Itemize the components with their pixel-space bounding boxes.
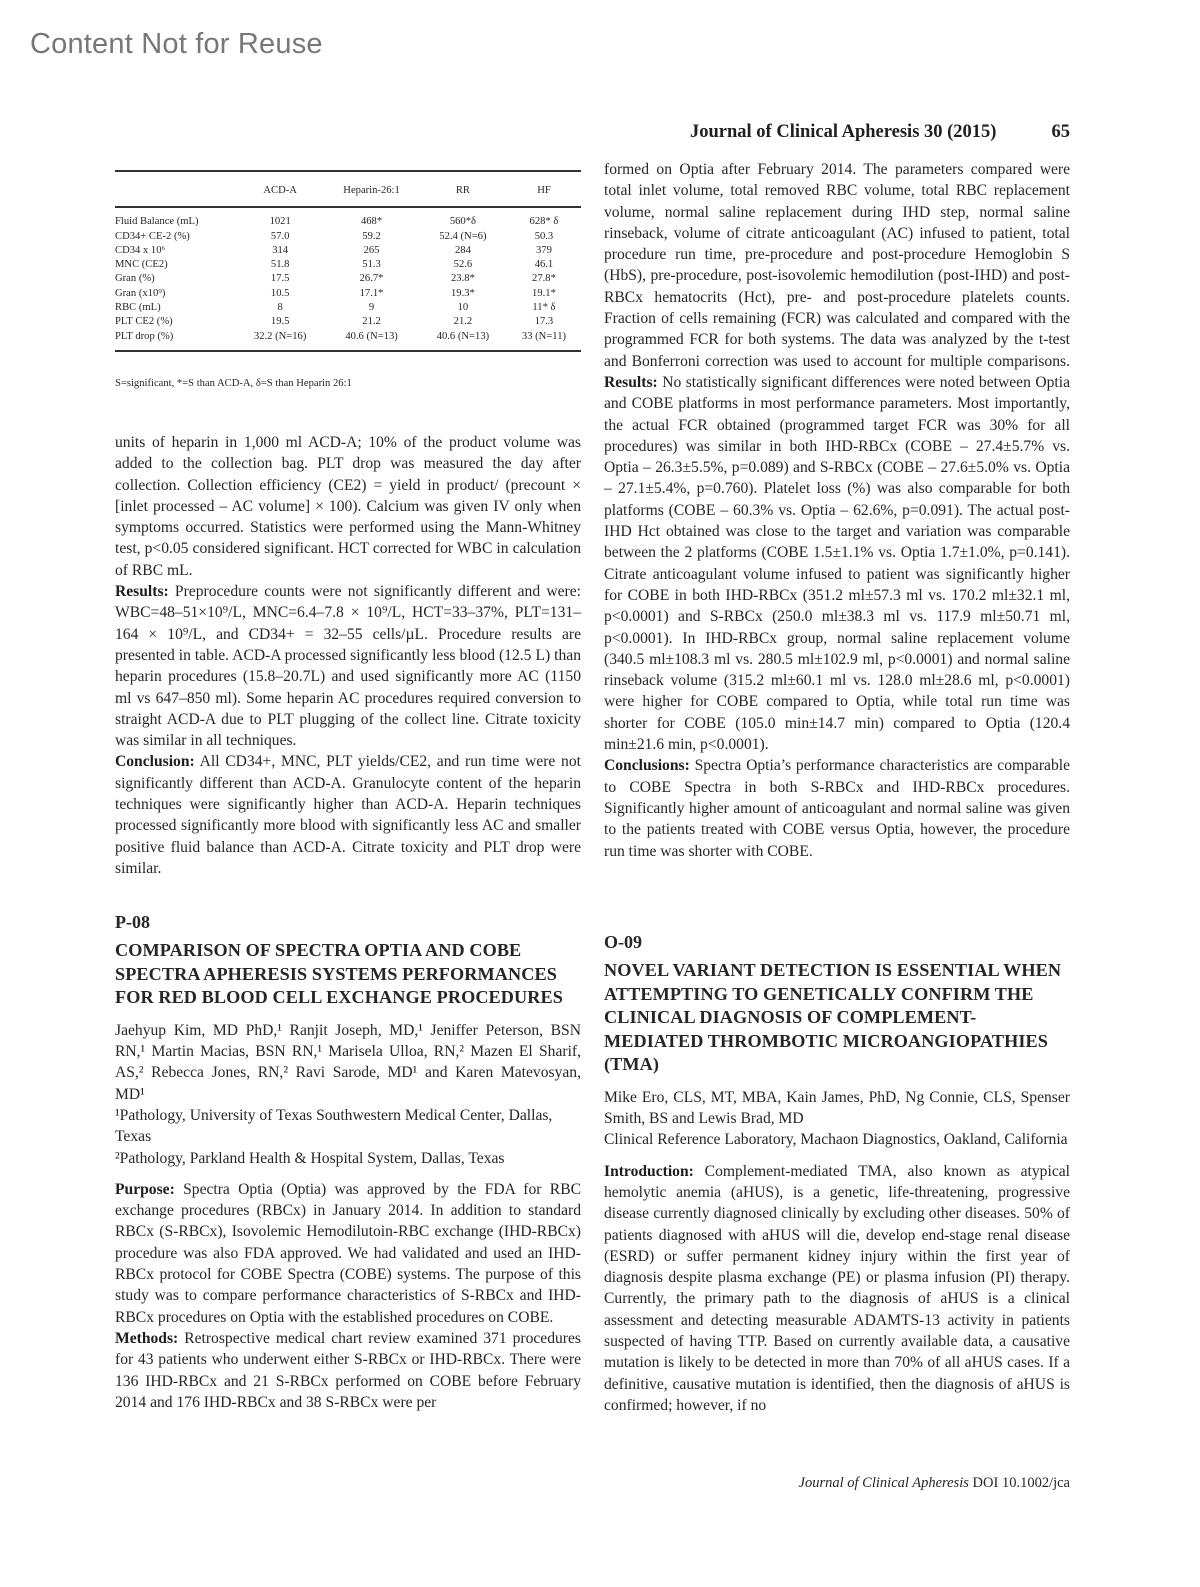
row-label: CD34+ CE-2 (%)	[115, 230, 190, 242]
table-cell: 284	[454, 244, 471, 256]
table-row	[115, 230, 581, 244]
table-cell: 27.8*	[532, 273, 556, 285]
table-row	[115, 258, 581, 272]
table-header	[115, 172, 236, 207]
table-cell: 51.3	[362, 259, 381, 271]
abstract-id: P-08	[115, 912, 150, 932]
table-row	[115, 330, 581, 351]
conclusions-text: Spectra Optia’s performance characteristics are comparable to COBE Spectra in both S-RBCx and IHD-RBCx procedures. Significantly higher amount of anticoagulant and normal saline was given to the patients treated with COBE versus Optia, however, the procedure run time was shorter with COBE.	[604, 757, 1070, 860]
conclusion-text: All CD34+, MNC, PLT yields/CE2, and run time were not significantly different than ACD-A. Granulocyte content of the heparin techniques were significantly higher than ACD-A. Heparin techniques processed significantly more blood with significantly less AC and smaller positive fluid balance than ACD-A. Citrate toxicity and PLT drop were similar.	[115, 753, 581, 877]
abstract-o09	[604, 932, 1070, 1416]
results-label: Results:	[115, 583, 169, 601]
table-cell: 50.3	[534, 230, 554, 242]
row-label: PLT drop (%)	[115, 330, 236, 351]
table-cell: 21.2	[362, 316, 381, 328]
table-cell: 40.6 (N=13)	[324, 330, 419, 351]
journal-title: Journal of Clinical Apheresis 30 (2015)	[690, 122, 997, 142]
table-cell: 10	[457, 302, 469, 314]
table-cell: 46.1	[534, 259, 554, 271]
row-label: MNC (CE2)	[115, 259, 168, 271]
table-cell: 21.2	[453, 316, 473, 328]
previous-abstract-methods: units of heparin in 1,000 ml ACD-A; 10% of the product volume was added to the collection bag. PLT drop was measured the day after collection. Collection efficiency (CE2) = yield in product/ (precount × [inlet processed – AC volume] × 100). Calcium was given IV only when symptoms occurred. Statistics were performed using the Mann-Whitney test, p<0.05 considered significant. HCT corrected for WBC in calculation of RBC mL.	[115, 434, 581, 579]
table-cell: 59.2	[362, 230, 381, 242]
table-header-row	[115, 172, 581, 207]
page-footer	[799, 1475, 1070, 1492]
table-row	[115, 301, 581, 315]
results-table	[115, 170, 581, 352]
table-cell: 19.3*	[451, 287, 475, 299]
table-cell: 265	[363, 244, 380, 256]
conclusions-paragraph	[604, 755, 1070, 861]
methods-paragraph	[115, 1328, 581, 1413]
methods-continued	[604, 159, 1070, 755]
row-label: CD34 x 10⁶	[115, 244, 166, 256]
table-row	[115, 315, 581, 329]
previous-abstract-conclusion	[115, 751, 581, 879]
table-cell: 51.8	[270, 259, 290, 271]
table-cell: 17.5	[270, 273, 290, 285]
table-header: HF	[507, 172, 581, 207]
results-text: No statistically significant differences were noted between Optia and COBE platforms in most performance parameters. Most importantly, the actual FCR obtained (programmed target FCR was 30% for all procedures) was similar in both IHD-RBCx (COBE – 27.4±5.7% vs. Optia – 26.3±5.5%, p=0.089) and S-RBCx (COBE – 27.6±5.0% vs. Optia – 27.1±5.4%, p=0.760). Platelet loss (%) was also comparable for both platforms (COBE – 60.3% vs. Optia – 62.6%, p=0.091). The actual post-IHD Hct obtained was close to the target and variation was comparable between the 2 platforms (COBE 1.5±1.1% vs. Optia 1.7±1.0%, p=0.141). Citrate anticoagulant volume infused to patient was significantly higher for COBE in both IHD-RBCx (351.2 ml±57.3 ml vs. 170.2 ml±32.1 ml, p<0.0001) and S-RBCx (250.0 ml±38.3 ml vs. 117.9 ml±50.71 ml, p<0.0001). In IHD-RBCx group, normal saline replacement volume (340.5 ml±108.3 ml vs. 280.5 ml±102.9 ml, p<0.0001) and normal saline rinseback volume (315.2 ml±60.1 ml vs. 128.0 ml±28.6 ml, p<0.0001) were higher for COBE compared to Optia, while total run time was shorter for COBE (105.0 min±14.7 min) compared to Optia (120.4 min±21.6 min, p<0.0001).	[604, 373, 1070, 754]
abstract-p08	[115, 912, 581, 1413]
table-cell: 57.0	[270, 230, 290, 242]
table-cell: 26.7*	[359, 273, 384, 285]
row-label: RBC (mL)	[115, 302, 161, 314]
purpose-paragraph	[115, 1179, 581, 1328]
table-cell: 17.1*	[359, 287, 384, 299]
conclusions-label: Conclusions:	[604, 757, 690, 775]
table-cell: 19.5	[270, 316, 290, 328]
table-header: Heparin-26:1	[324, 172, 419, 207]
introduction-label: Introduction:	[604, 1162, 694, 1180]
author-list: Jaehyup Kim, MD PhD,¹ Ranjit Joseph, MD,¹ Jeniffer Peterson, BSN RN,¹ Martin Macias, BSN RN,¹ Marisela Ulloa, RN,² Mazen El Sharif, AS,² Rebecca Jones, RN,² Ravi Sarode, MD¹ and Karen Matevosyan, MD¹	[115, 1021, 581, 1103]
table-cell: 23.8*	[451, 273, 475, 285]
table-cell: 314	[272, 244, 289, 256]
table-cell: 628* δ	[529, 216, 559, 228]
author-list: Mike Ero, CLS, MT, MBA, Kain James, PhD, Ng Connie, CLS, Spenser Smith, BS and Lewis Brad, MD	[604, 1088, 1070, 1128]
table-cell: 379	[536, 244, 552, 256]
introduction-paragraph	[604, 1161, 1070, 1417]
affiliation: ¹Pathology, University of Texas Southwestern Medical Center, Dallas, Texas	[115, 1106, 553, 1146]
table-cell: 17.3	[534, 316, 554, 328]
table-cell: 33 (N=11)	[507, 330, 581, 351]
right-column	[604, 159, 1070, 862]
page-number: 65	[1051, 122, 1070, 142]
table-cell: 8	[277, 302, 283, 314]
table-row	[115, 272, 581, 286]
table-row	[115, 244, 581, 258]
table-cell: 1021	[269, 216, 291, 228]
table-cell: 32.2 (N=16)	[236, 330, 324, 351]
footer-doi: DOI 10.1002/jca	[968, 1475, 1070, 1491]
table-header: ACD-A	[236, 172, 324, 207]
row-label: PLT CE2 (%)	[115, 316, 173, 328]
abstract-title: COMPARISON OF SPECTRA OPTIA AND COBE SPECTRA APHERESIS SYSTEMS PERFORMANCES FOR RED BLOOD CELL EXCHANGE PROCEDURES	[115, 940, 563, 1008]
row-label: Gran (x10⁹)	[115, 287, 166, 299]
introduction-text: Complement-mediated TMA, also known as atypical hemolytic anemia (aHUS), is a genetic, life-threatening, progressive disease currently diagnosed clinically by excluding other diseases. 50% of patients diagnosed with aHUS will die, develop end-stage renal disease (ESRD) or suffer permanent kidney injury within the first year of diagnosis despite plasma exchange (PE) or plasma infusion (PI) therapy. Currently, the primary path to the diagnosis of aHUS is a clinical assessment and detecting measurable ADAMTS-13 activity in patients suspected of having TTP. Based on currently available data, a causative mutation is likely to be detected in more than 70% of all aHUS cases. If a definitive, causative mutation is identified, then the diagnosis of aHUS is confirmed; however, if no	[604, 1162, 1070, 1414]
purpose-label: Purpose:	[115, 1180, 175, 1198]
table-header: RR	[419, 172, 507, 207]
table-cell: 11* δ	[532, 302, 556, 314]
table-cell: 52.4 (N=6)	[439, 230, 487, 242]
table-cell: 9	[368, 302, 375, 314]
table-row	[115, 207, 581, 229]
table-cell: 19.1*	[532, 287, 556, 299]
footer-journal: Journal of Clinical Apheresis	[798, 1475, 969, 1491]
watermark: Content Not for Reuse	[30, 28, 323, 60]
affiliation: ²Pathology, Parkland Health & Hospital System, Dallas, Texas	[115, 1149, 505, 1167]
table-row	[115, 287, 581, 301]
left-column	[115, 432, 581, 879]
methods-label: Methods:	[115, 1329, 179, 1347]
abstract-title: NOVEL VARIANT DETECTION IS ESSENTIAL WHEN ATTEMPTING TO GENETICALLY CONFIRM THE CLINICAL DIAGNOSIS OF COMPLEMENT-MEDIATED THROMBOTIC MICROANGIOPATHIES (TMA)	[604, 960, 1062, 1075]
table-cell: 10.5	[270, 287, 290, 299]
table-cell: 40.6 (N=13)	[419, 330, 507, 351]
running-header	[690, 122, 1070, 143]
results-label: Results:	[604, 373, 658, 391]
table-cell: 52.6	[453, 259, 473, 271]
row-label: Fluid Balance (mL)	[115, 216, 199, 228]
methods-text: Retrospective medical chart review examined 371 procedures for 43 patients who underwent either S-RBCx or IHD-RBCx. There were 136 IHD-RBCx and 21 S-RBCx performed on COBE before February 2014 and 176 IHD-RBCx and 38 S-RBCx were per	[115, 1329, 581, 1411]
methods-text: formed on Optia after February 2014. The parameters compared were total inlet volume, total removed RBC volume, total RBC replacement volume, normal saline replacement during IHD step, normal saline rinseback, volume of citrate anticoagulant (AC) infused to patient, total procedure run time, pre-procedure and post-procedure Hemoglobin S (HbS), pre-procedure, post-isovolemic hemodilution (post-IHD) and post-RBCx hematocrits (Hct), pre- and post-procedure platelets counts. Fraction of cells remaining (FCR) was calculated and compared with the programmed FCR for both systems. The data was analyzed by the t-test and Bonferroni correction was used to account for multiple comparisons.	[604, 161, 1070, 370]
table-cell: 560*δ	[449, 216, 477, 228]
purpose-text: Spectra Optia (Optia) was approved by the FDA for RBC exchange procedures (RBCx) in January 2014. In addition to standard RBCx (S-RBCx), Isovolemic Hemodilutoin-RBC exchange (IHD-RBCx) procedure was also FDA approved. We had validated and used an IHD-RBCx protocol for COBE Spectra (COBE) systems. The purpose of this study was to compare performance characteristics of S-RBCx and IHD-RBCx procedures on Optia with the established procedures on COBE.	[115, 1180, 581, 1326]
table-footnote: S=significant, *=S than ACD-A, δ=S than Heparin 26:1	[115, 378, 352, 389]
conclusion-label: Conclusion:	[115, 753, 195, 771]
table-cell: 468*	[360, 216, 383, 228]
results-text: Preprocedure counts were not significantly different and were: WBC=48–51×10⁹/L, MNC=6.4–7.8 × 10⁹/L, HCT=33–37%, PLT=131–164 × 10⁹/L, and CD34+ = 32–55 cells/µL. Procedure results are presented in table. ACD-A processed significantly less blood (12.5 L) than heparin procedures (15.8–20.7L) and used significantly more AC (1150 ml vs 647–850 ml). Some heparin AC procedures required conversion to straight ACD-A due to PLT plugging of the collect line. Citrate toxicity was similar in all techniques.	[115, 583, 581, 750]
row-label: Gran (%)	[115, 273, 155, 285]
abstract-id: O-09	[604, 932, 642, 952]
affiliation: Clinical Reference Laboratory, Machaon Diagnostics, Oakland, California	[604, 1131, 1068, 1149]
previous-abstract-results	[115, 581, 581, 751]
